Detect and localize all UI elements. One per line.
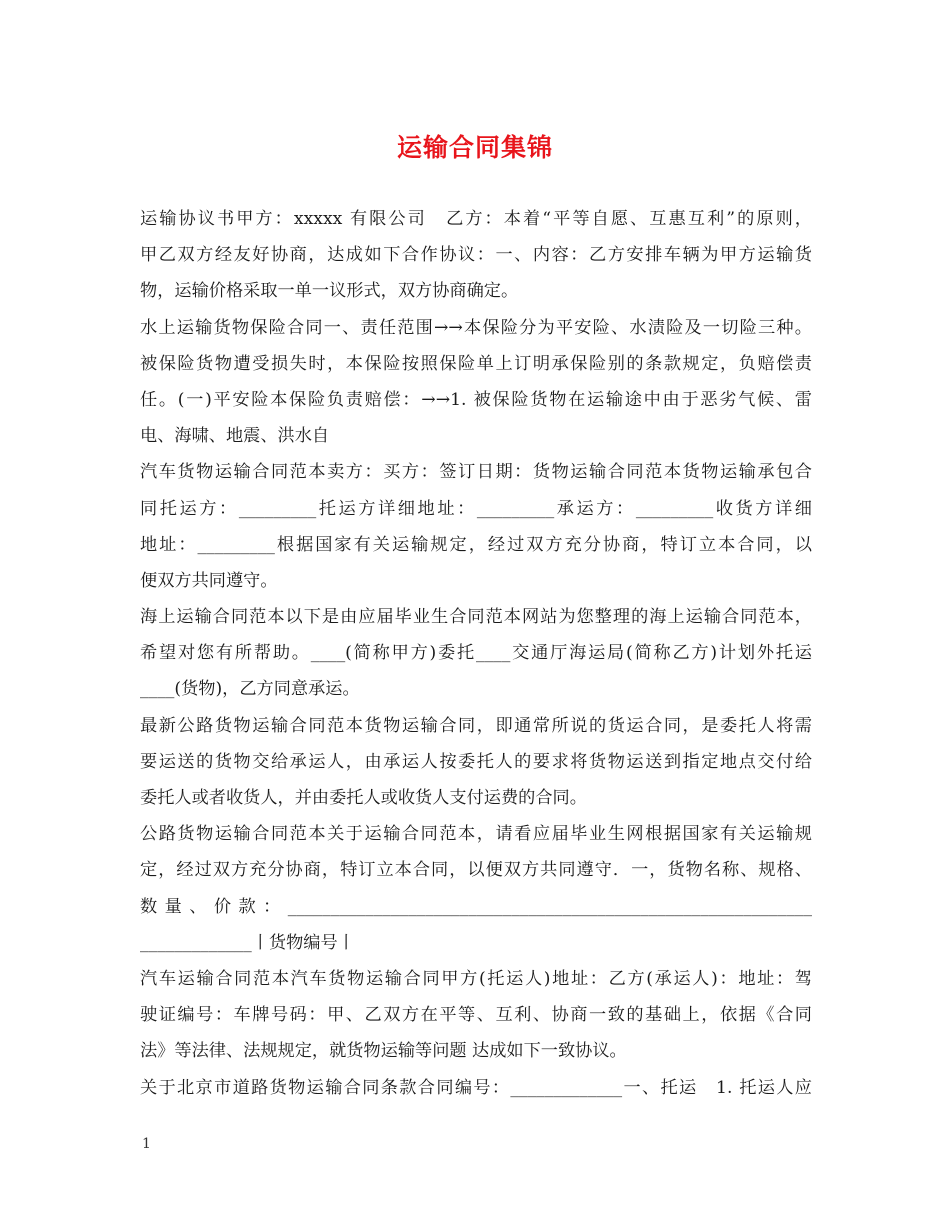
body-line: 委托人或者收货人，并由委托人或收货人支付运费的合同。 [140, 788, 587, 808]
body-line: 海上运输合同范本以下是由应届毕业生合同范本网站为您整理的海上运输合同范本， [140, 607, 812, 628]
body-line: 数量、价款：_____________________________________________________________ [140, 896, 812, 917]
body-line: 定，经过双方充分协商，特订立本合同，以便双方共同遵守．一，货物名称、规格、 [140, 860, 812, 881]
document-body [140, 201, 812, 1106]
body-line: 法》等法律、法规规定，就货物运输等问题 达成如下一致协议。 [140, 1041, 627, 1062]
body-line: 甲乙双方经友好协商，达成如下合作协议：一、内容：乙方安排车辆为甲方运输货 [140, 245, 812, 266]
body-line: 电、海啸、地震、洪水自 [140, 426, 330, 447]
body-line: ____(货物)，乙方同意承运。 [140, 679, 360, 700]
body-line: 运输协议书甲方：xxxxx 有限公司 乙方：本着“平等自愿、互惠互利”的原则， [140, 209, 812, 229]
body-line: 汽车货物运输合同范本卖方：买方：签订日期：货物运输合同范本货物运输承包合 [140, 462, 812, 483]
body-line: 关于北京市道路货物运输合同条款合同编号：_____________一、托运 1. 托运人应 [140, 1077, 812, 1098]
body-line: 要运送的货物交给承运人，由承运人按委托人的要求将货物运送到指定地点交付给 [140, 751, 812, 772]
body-line: _____________丨货物编号丨 [140, 932, 355, 953]
page-number: 1 [142, 1136, 151, 1152]
body-line: 最新公路货物运输合同范本货物运输合同，即通常所说的货运合同，是委托人将需 [140, 715, 812, 736]
page-title: 运输合同集锦 [396, 133, 553, 162]
body-line: 物，运输价格采取一单一议形式，双方协商确定。 [140, 281, 519, 302]
body-line: 便双方共同遵守。 [140, 570, 278, 591]
body-line: 驶证编号：车牌号码：甲、乙双方在平等、互利、协商一致的基础上，依据《合同 [140, 1005, 812, 1026]
body-line: 希望对您有所帮助。____(简称甲方)委托____交通厅海运局(简称乙方)计划外托运 [140, 643, 812, 664]
body-line: 同托运方：_________托运方详细地址：_________承运方：_________收货方详细 [140, 498, 812, 519]
body-line: 被保险货物遭受损失时，本保险按照保险单上订明承保险别的条款规定，负赔偿责 [140, 353, 812, 374]
body-line: 水上运输货物保险合同一、责任范围→→本保险分为平安险、水渍险及一切险三种。 [140, 317, 812, 338]
body-line: 任。(一)平安险本保险负责赔偿：→→1. 被保险货物在运输途中由于恶劣气候、雷 [140, 389, 812, 410]
body-line: 地址：_________根据国家有关运输规定，经过双方充分协商，特订立本合同，以 [140, 534, 812, 555]
body-line: 汽车运输合同范本汽车货物运输合同甲方(托运人)地址：乙方(承运人)：地址：驾 [140, 968, 812, 989]
body-line: 公路货物运输合同范本关于运输合同范本，请看应届毕业生网根据国家有关运输规 [140, 824, 812, 845]
